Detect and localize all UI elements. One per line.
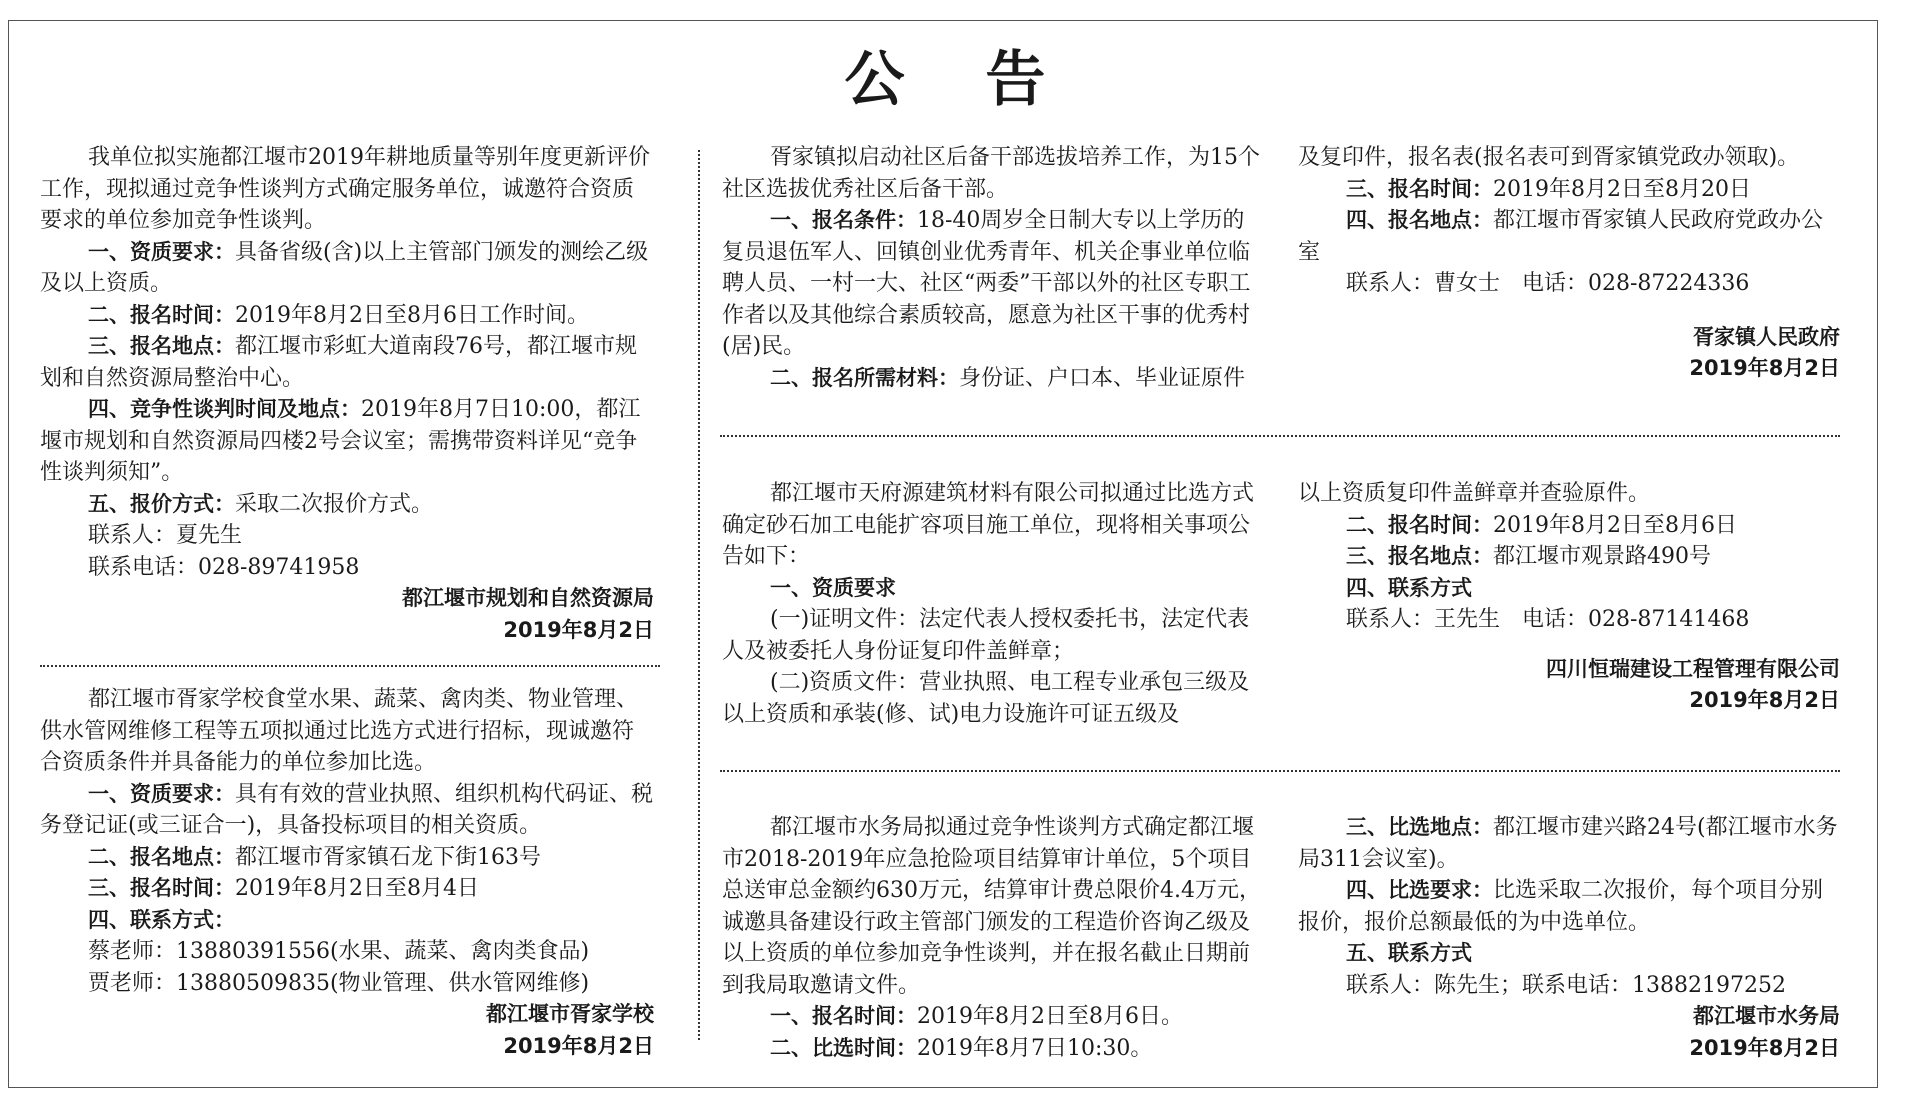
notice-intro: 胥家镇拟启动社区后备干部选拔培养工作，为15个社区选拔优秀社区后备干部。 bbox=[722, 145, 1260, 202]
signature-org: 四川恒瑞建设工程管理有限公司 bbox=[1546, 656, 1840, 681]
section-divider bbox=[720, 435, 1840, 437]
notice-item: 四、报名地点：都江堰市胥家镇人民政府党政办公室 bbox=[1298, 208, 1824, 265]
signature-org: 都江堰市规划和自然资源局 bbox=[402, 586, 654, 610]
contact-person: 联系人：王先生 电话：028-87141468 bbox=[1346, 607, 1750, 632]
section-divider bbox=[720, 770, 1840, 772]
notice-item: 二、报名时间：2019年8月2日至8月6日 bbox=[1346, 512, 1737, 538]
notice-item: 四、联系方式： bbox=[88, 907, 235, 932]
notice-4-part-2 bbox=[1298, 478, 1840, 717]
notice-item: 一、资质要求 bbox=[770, 575, 896, 600]
notice-item: 四、竞争性谈判时间及地点：2019年8月7日10:00，都江堰市规划和自然资源局四楼2号会议室；需携带资料详见“竞争性谈判须知”。 bbox=[40, 397, 641, 485]
signature-date: 2019年8月2日 bbox=[1689, 1035, 1840, 1060]
notice-intro: 都江堰市天府源建筑材料有限公司拟通过比选方式确定砂石加工电能扩容项目施工单位，现将相关事项公告如下： bbox=[722, 481, 1255, 569]
signature-date: 2019年8月2日 bbox=[503, 1033, 654, 1058]
contact-person: 贾老师：13880509835(物业管理、供水管网维修) bbox=[88, 970, 590, 996]
signature-org: 胥家镇人民政府 bbox=[1693, 324, 1840, 349]
contact-person: 联系人：夏先生 bbox=[88, 523, 243, 548]
contact-person: 联系人：陈先生；联系电话：13882197252 bbox=[1346, 972, 1786, 998]
notice-5-part-2 bbox=[1298, 812, 1840, 1064]
signature-date: 2019年8月2日 bbox=[1689, 356, 1840, 380]
notice-item: 五、报价方式：采取二次报价方式。 bbox=[88, 491, 434, 517]
notice-intro: 我单位拟实施都江堰市2019年耕地质量等别年度更新评价工作，现拟通过竞争性谈判方式确定服务单位，诚邀符合资质要求的单位参加竞争性谈判。 bbox=[40, 145, 650, 233]
notice-item: 四、比选要求：比选采取二次报价，每个项目分别报价，报价总额最低的为中选单位。 bbox=[1298, 878, 1824, 935]
notice-subitem: (二)资质文件：营业执照、电工程专业承包三级及以上资质和承装(修、试)电力设施许可证五级及 bbox=[722, 670, 1250, 727]
notice-item: 一、资质要求：具有有效的营业执照、组织机构代码证、税务登记证(或三证合一)，具备投标项目的相关资质。 bbox=[40, 781, 654, 838]
notice-item: 二、比选时间：2019年8月7日10:30。 bbox=[770, 1035, 1153, 1061]
signature-date: 2019年8月2日 bbox=[503, 617, 654, 642]
signature-date: 2019年8月2日 bbox=[1689, 688, 1840, 712]
notice-5-part-1 bbox=[722, 812, 1266, 1064]
notice-item: 二、报名地点：都江堰市胥家镇石龙下街163号 bbox=[88, 844, 541, 870]
notice-item: 五、联系方式 bbox=[1346, 941, 1472, 965]
column-divider bbox=[698, 150, 700, 1040]
notice-item: 三、报名地点：都江堰市观景路490号 bbox=[1346, 544, 1711, 569]
notice-continuation: 以上资质复印件盖鲜章并查验原件。 bbox=[1298, 481, 1651, 506]
notice-item: 三、报名地点：都江堰市彩虹大道南段76号，都江堰市规划和自然资源局整治中心。 bbox=[40, 334, 637, 391]
notice-item: 三、报名时间：2019年8月2日至8月20日 bbox=[1346, 176, 1751, 202]
notice-subitem: (一)证明文件：法定代表人授权委托书，法定代表人及被委托人身份证复印件盖鲜章； bbox=[722, 607, 1250, 664]
notice-3-part-1 bbox=[722, 142, 1266, 394]
notice-item: 二、报名所需材料：身份证、户口本、毕业证原件 bbox=[770, 365, 1246, 391]
notice-item: 一、报名时间：2019年8月2日至8月6日。 bbox=[770, 1004, 1183, 1029]
notice-item: 三、比选地点：都江堰市建兴路24号(都江堰市水务局311会议室)。 bbox=[1298, 815, 1838, 872]
notice-4-part-1 bbox=[722, 478, 1266, 730]
signature-org: 都江堰市水务局 bbox=[1693, 1004, 1840, 1028]
notice-intro: 都江堰市胥家学校食堂水果、蔬菜、禽肉类、物业管理、供水管网维修工程等五项拟通过比选方式进行招标，现诚邀符合资质条件并具备能力的单位参加比选。 bbox=[40, 687, 639, 775]
page-title: 公 告 bbox=[844, 45, 1076, 115]
notice-intro: 都江堰市水务局拟通过竞争性谈判方式确定都江堰市2018-2019年应急抢险项目结算审计单位，5个项目总送审总金额约630万元，结算审计费总限价4.4万元，诚邀具备建设行政主管部门颁发的工程造价咨询乙级及以上资质的单位参加竞争性谈判，并在报名截止日期前到我局取邀请文件。 bbox=[722, 815, 1261, 998]
notice-item: 二、报名时间：2019年8月2日至8月6日工作时间。 bbox=[88, 302, 589, 328]
notice-item: 四、联系方式 bbox=[1346, 575, 1472, 600]
contact-person: 蔡老师：13880391556(水果、蔬菜、禽肉类食品) bbox=[88, 939, 590, 964]
notice-3-part-2 bbox=[1298, 142, 1840, 385]
notice-continuation: 及复印件，报名表(报名表可到胥家镇党政办领取)。 bbox=[1298, 145, 1800, 170]
contact-person: 联系人：曹女士 电话：028-87224336 bbox=[1346, 271, 1750, 296]
notice-item: 三、报名时间：2019年8月2日至8月4日 bbox=[88, 876, 479, 901]
notice-2 bbox=[40, 684, 654, 1062]
notice-1 bbox=[40, 142, 654, 646]
notice-item: 一、报名条件：18-40周岁全日制大专以上学历的复员退伍军人、回镇创业优秀青年、机关企事业单位临聘人员、一村一大、社区“两委”干部以外的社区专职工作者以及其他综合素质较高，愿意为社区干事的优秀村(居)民。 bbox=[722, 208, 1251, 359]
contact-phone: 联系电话：028-89741958 bbox=[88, 554, 360, 580]
notice-item: 一、资质要求：具备省级(含)以上主管部门颁发的测绘乙级及以上资质。 bbox=[40, 239, 649, 296]
section-divider bbox=[40, 665, 660, 667]
signature-org: 都江堰市胥家学校 bbox=[486, 1002, 654, 1026]
